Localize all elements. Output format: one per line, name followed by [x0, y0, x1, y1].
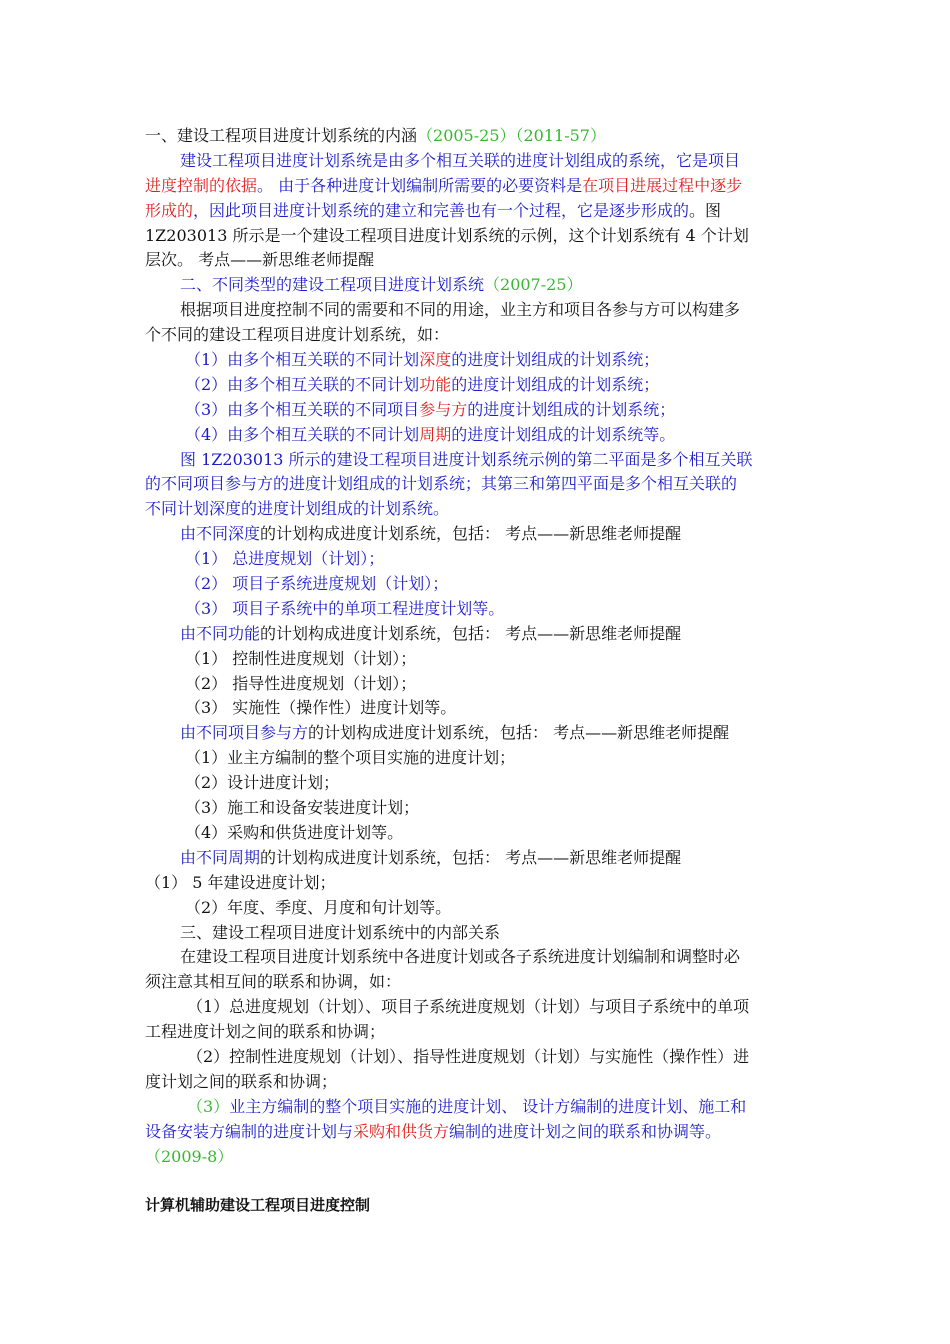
- bottom-heading: [145, 1193, 810, 1218]
- s2-line1-text: 根据项目进度控制不同的需要和不同的用途，业主方和项目各参与方可以构建多: [180, 300, 741, 320]
- s3-item3-tail: 编制的进度计划之间的联系和协调等。: [449, 1121, 722, 1141]
- function-item: [145, 672, 810, 697]
- s2-item2-tail: 的进度计划组成的计划系统；: [451, 374, 660, 394]
- s2-item1-text: （1）由多个相互关联的不同计划: [185, 350, 420, 370]
- section1-exam-ref: （2005-25）（2011-57）: [417, 126, 606, 145]
- s2-item3-tail: 的进度计划组成的计划系统；: [467, 399, 676, 419]
- party-item: [145, 821, 810, 846]
- s2-fig-text2: 的不同项目参与方的进度计划组成的计划系统；其第三和第四平面是多个相互关联的: [145, 474, 738, 494]
- s1-para-line3: [145, 199, 810, 224]
- s1-line4-text: 1Z203013 所示是一个建设工程项目进度计划系统的示例，这个计划系统有 4 个计划: [145, 225, 749, 245]
- period-item-text: （2）年度、季度、月度和旬计划等。: [185, 897, 452, 917]
- s3-item1-line1: [145, 995, 810, 1020]
- s2-item1-key: 深度: [419, 350, 452, 370]
- period-item: [145, 871, 810, 896]
- depth-key: 深度: [228, 524, 261, 544]
- party-lead: 由不同项目: [180, 723, 261, 743]
- party-item-text: （2）设计进度计划；: [185, 773, 340, 793]
- section3-title: 三、建设工程项目进度计划系统中的内部关系: [180, 922, 501, 942]
- s1-para-line2: [145, 174, 810, 199]
- s2-figure-line2: [145, 472, 810, 497]
- s1-line3-text: ，因此项目进度计划系统的建立和完善也有一个过程，它是逐步形成的: [193, 200, 690, 220]
- s3-item2-text: （2）控制性进度规划（计划）、指导性进度规划（计划）与实施性（操作性）进: [187, 1046, 750, 1066]
- function-key: 功能: [228, 623, 261, 643]
- s2-item4-key: 周期: [419, 424, 452, 444]
- depth-lead: 由不同: [180, 524, 229, 544]
- s3-item3-key: 采购和供货方: [353, 1121, 450, 1141]
- section2-title: 二、不同类型的建设工程项目进度计划系统: [180, 275, 485, 295]
- s3-item3-number: （3）: [187, 1096, 230, 1116]
- period-item: [145, 896, 810, 921]
- bottom-heading-text: 计算机辅助建设工程项目进度控制: [145, 1196, 371, 1215]
- s1-line5-text: 层次。 考点——新思维老师提醒: [145, 250, 375, 270]
- party-key: 参与方: [260, 723, 309, 743]
- s3-item2-text2: 度计划之间的联系和协调；: [145, 1071, 338, 1091]
- party-item: [145, 771, 810, 796]
- s1-key-formed: 形成的: [145, 200, 194, 220]
- depth-item: [145, 547, 810, 572]
- s2-type-item: [145, 373, 810, 398]
- s2-para-line2: [145, 323, 810, 348]
- s3-item1-line2: [145, 1020, 810, 1045]
- s3-item1-text: （1）总进度规划（计划）、项目子系统进度规划（计划）与项目子系统中的单项: [187, 997, 750, 1017]
- depth-item-text: （3） 项目子系统中的单项工程进度计划等。: [185, 598, 505, 618]
- period-tail: 的计划构成进度计划系统，包括： 考点——新思维老师提醒: [260, 847, 682, 867]
- depth-tail: 的计划构成进度计划系统，包括： 考点——新思维老师提醒: [260, 524, 682, 544]
- s3-ref-line: [145, 1145, 810, 1170]
- function-lead: 由不同: [180, 623, 229, 643]
- s1-key-basis: 进度控制的依据: [145, 175, 258, 195]
- s2-figure-line1: [145, 448, 810, 473]
- section2-exam-ref: （2007-25）: [484, 275, 583, 295]
- party-item: [145, 746, 810, 771]
- s1-line1-text: 建设工程项目进度计划系统是由多个相互关联的进度计划组成的系统，它是项目: [180, 150, 741, 170]
- s2-line2-text: 个不同的建设工程项目进度计划系统，如：: [145, 325, 450, 345]
- s2-type-item: [145, 398, 810, 423]
- period-key: 周期: [228, 847, 261, 867]
- s2-item3-key: 参与方: [419, 399, 468, 419]
- party-tail: 的计划构成进度计划系统，包括： 考点——新思维老师提醒: [308, 723, 730, 743]
- s1-key-gradual: 在项目进展过程中逐步: [582, 175, 743, 195]
- function-item-text: （3） 实施性（操作性）进度计划等。: [185, 698, 457, 718]
- depth-item: [145, 597, 810, 622]
- s3-item2-line2: [145, 1070, 810, 1095]
- period-heading: [145, 846, 810, 871]
- function-item: [145, 696, 810, 721]
- function-item-text: （2） 指导性进度规划（计划）；: [185, 673, 417, 693]
- s3-item3-line2: [145, 1120, 810, 1145]
- party-heading: [145, 721, 810, 746]
- depth-item-text: （2） 项目子系统进度规划（计划）；: [185, 574, 449, 594]
- s2-item4-tail: 的进度计划组成的计划系统等。: [451, 424, 676, 444]
- s1-para-line4: [145, 224, 810, 249]
- s2-type-item: [145, 348, 810, 373]
- s2-item2-key: 功能: [419, 374, 452, 394]
- s1-line3-tail: 。图: [689, 200, 722, 220]
- s1-line2-text: 。 由于各种进度计划编制所需要的必要资料是: [257, 175, 583, 195]
- s3-line2-text: 须注意其相互间的联系和协调，如：: [145, 972, 402, 992]
- s2-fig-text3: 不同计划深度的进度计划组成的计划系统。: [145, 499, 450, 519]
- s3-line1-text: 在建设工程项目进度计划系统中各进度计划或各子系统进度计划编制和调整时必: [180, 947, 741, 967]
- period-item-text: （1） 5 年建设进度计划；: [145, 872, 336, 892]
- s2-figure-line3: [145, 497, 810, 522]
- depth-item-text: （1） 总进度规划（计划）；: [185, 549, 385, 569]
- s2-item2-text: （2）由多个相互关联的不同计划: [185, 374, 420, 394]
- s3-item1-text2: 工程进度计划之间的联系和协调；: [145, 1022, 386, 1042]
- s3-item3-line1: [145, 1095, 810, 1120]
- s2-type-item: [145, 423, 810, 448]
- period-lead: 由不同: [180, 847, 229, 867]
- s3-para-line1: [145, 945, 810, 970]
- function-heading: [145, 622, 810, 647]
- depth-heading: [145, 522, 810, 547]
- party-item-text: （1）业主方编制的整个项目实施的进度计划；: [185, 748, 516, 768]
- depth-item: [145, 572, 810, 597]
- function-tail: 的计划构成进度计划系统，包括： 考点——新思维老师提醒: [260, 623, 682, 643]
- spacer: [145, 1169, 810, 1193]
- section2-heading: [145, 273, 810, 298]
- s1-para-line1: [145, 149, 810, 174]
- function-item-text: （1） 控制性进度规划（计划）；: [185, 648, 417, 668]
- s2-item1-tail: 的进度计划组成的计划系统；: [451, 350, 660, 370]
- s3-para-line2: [145, 970, 810, 995]
- section1-title: 一、建设工程项目进度计划系统的内涵: [145, 126, 418, 145]
- s3-item2-line1: [145, 1045, 810, 1070]
- document-page: [145, 124, 810, 1218]
- s2-para-line1: [145, 298, 810, 323]
- s3-exam-ref: （2009-8）: [145, 1146, 234, 1166]
- s1-para-line5: [145, 248, 810, 273]
- function-item: [145, 647, 810, 672]
- party-item-text: （3）施工和设备安装进度计划；: [185, 798, 420, 818]
- s2-fig-text1: 图 1Z203013 所示的建设工程项目进度计划系统示例的第二平面是多个相互关联: [180, 449, 753, 469]
- section1-heading: [145, 124, 810, 149]
- s2-item3-text: （3）由多个相互关联的不同项目: [185, 399, 420, 419]
- party-item: [145, 796, 810, 821]
- section3-heading: [145, 921, 810, 946]
- s2-item4-text: （4）由多个相互关联的不同计划: [185, 424, 420, 444]
- party-item-text: （4）采购和供货进度计划等。: [185, 822, 404, 842]
- s3-item3-text2: 设备安装方编制的进度计划与: [145, 1121, 354, 1141]
- s3-item3-text: 业主方编制的整个项目实施的进度计划、 设计方编制的进度计划、施工和: [229, 1096, 747, 1116]
